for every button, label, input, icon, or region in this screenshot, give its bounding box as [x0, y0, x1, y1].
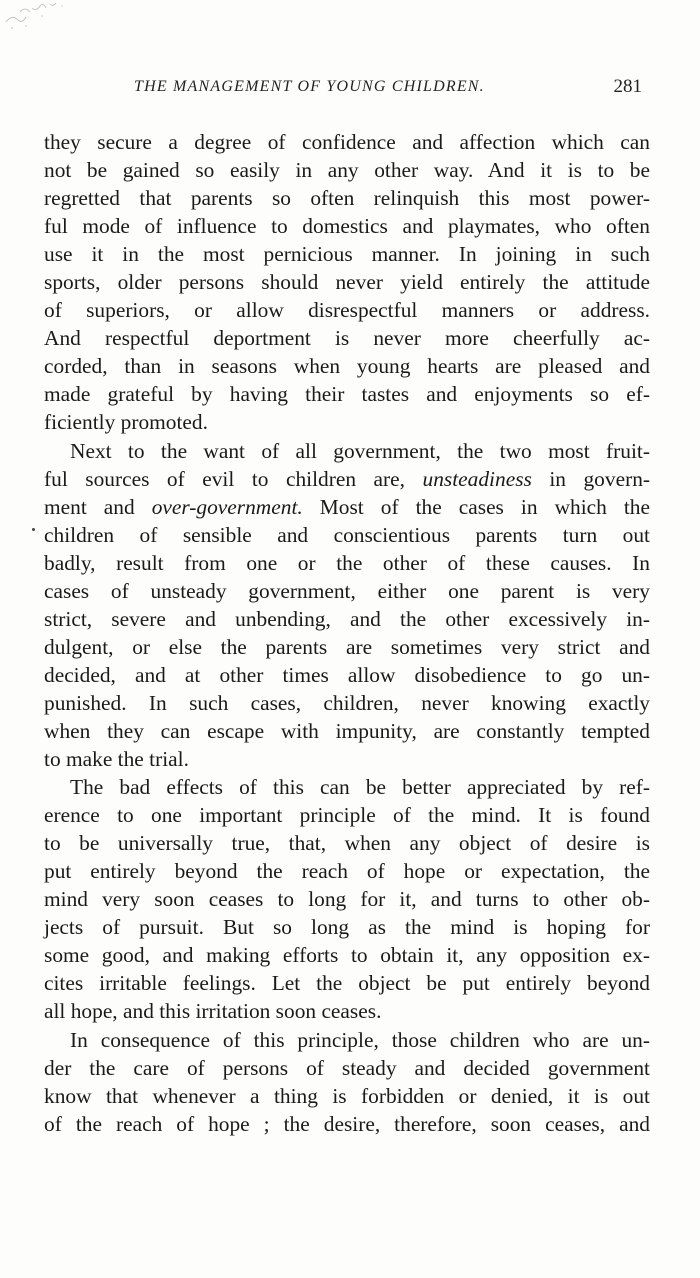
text-line: punished. In such cases, children, never knowing exactly [44, 690, 650, 715]
stray-ink-dot [32, 528, 35, 531]
text-segment: ment and [44, 494, 152, 519]
page-number: 281 [613, 76, 642, 97]
text-line: corded, than in seasons when young hearts are pleased and [44, 354, 650, 379]
text-segment: Most of the cases in which the [302, 494, 650, 519]
text-line: erence to one important principle of the mind. It is found [44, 803, 650, 828]
italic-emphasis: unsteadiness [422, 466, 532, 491]
text-line: And respectful deportment is never more cheerfully ac- [44, 326, 650, 351]
running-head [40, 78, 650, 106]
text-line: made grateful by having their tastes and enjoyments so ef- [44, 382, 650, 407]
text-line: when they can escape with impunity, are constantly tempted [44, 718, 650, 743]
text-line: some good, and making efforts to obtain it, any opposition ex- [44, 943, 650, 968]
text-line [44, 465, 650, 493]
running-title: THE MANAGEMENT OF YOUNG CHILDREN. [134, 78, 485, 95]
text-line: use it in the most pernicious manner. In joining in such [44, 242, 650, 267]
text-line: strict, severe and unbending, and the other excessively in- [44, 606, 650, 631]
text-line-paragraph-end: all hope, and this irritation soon ceases. [44, 999, 382, 1024]
text-segment: ful sources of evil to children are, [44, 466, 423, 491]
text-line: know that whenever a thing is forbidden or denied, it is out [44, 1083, 650, 1108]
text-line: of superiors, or allow disrespectful manners or address. [44, 298, 650, 323]
text-line: dulgent, or else the parents are sometimes very strict and [44, 634, 650, 659]
library-stamp-mark [2, 0, 82, 40]
text-line: der the care of persons of steady and decided government [44, 1055, 650, 1080]
text-line: put entirely beyond the reach of hope or expectation, the [44, 859, 650, 884]
text-line: children of sensible and conscientious parents turn out [44, 522, 650, 547]
text-line: cases of unsteady government, either one parent is very [44, 578, 650, 603]
body-text [44, 128, 650, 1138]
text-line-paragraph-start: The bad effects of this can be better appreciated by ref- [70, 775, 650, 800]
text-line: regretted that parents so often relinquish this most power- [44, 186, 650, 211]
text-line: decided, and at other times allow disobedience to go un- [44, 662, 650, 687]
text-line: not be gained so easily in any other way. And it is to be [44, 158, 650, 183]
text-line-paragraph-end: ficiently promoted. [44, 410, 208, 435]
text-line: they secure a degree of confidence and affection which can [44, 130, 650, 154]
text-line: cites irritable feelings. Let the object be put entirely beyond [44, 971, 650, 996]
text-line: of the reach of hope ; the desire, therefore, soon ceases, and [44, 1111, 650, 1136]
italic-emphasis: over-government. [151, 494, 303, 519]
text-line: sports, older persons should never yield entirely the attitude [44, 270, 650, 295]
text-line: to be universally true, that, when any object of desire is [44, 831, 650, 856]
text-line: ful mode of influence to domestics and playmates, who often [44, 214, 650, 239]
text-line-paragraph-start: In consequence of this principle, those children who are un- [70, 1027, 650, 1052]
text-segment: in govern- [531, 466, 651, 491]
text-line-paragraph-end: to make the trial. [44, 747, 189, 772]
text-line-paragraph-start: Next to the want of all government, the two most fruit- [70, 438, 650, 463]
text-line: jects of pursuit. But so long as the mind is hoping for [44, 915, 650, 940]
text-line [44, 493, 650, 521]
text-line: badly, result from one or the other of these causes. In [44, 550, 650, 575]
text-line: mind very soon ceases to long for it, and turns to other ob- [44, 887, 650, 912]
